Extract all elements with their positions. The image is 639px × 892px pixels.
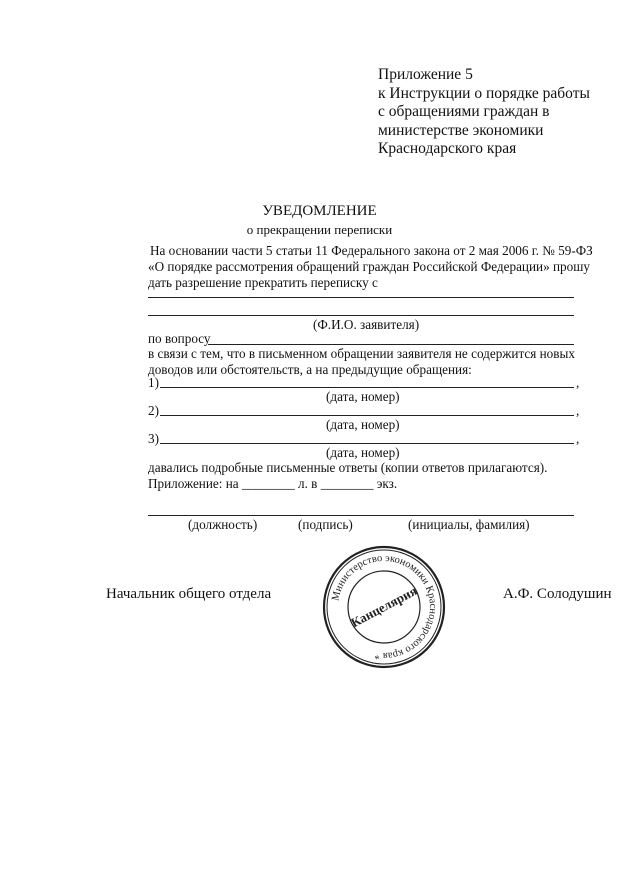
item-comma: , — [576, 403, 580, 418]
item-number: 1) — [148, 375, 159, 390]
appendix-line: к Инструкции о порядке работы — [378, 84, 590, 102]
reason-line: доводов или обстоятельств, а на предыдущие обращения: — [148, 362, 472, 377]
stamp-ring-text: Министерство экономики Краснодарского края * — [330, 552, 439, 662]
signoff-name: А.Ф. Солодушин — [503, 586, 612, 602]
applicant-name-field[interactable] — [148, 297, 574, 298]
appendix-line: министерстве экономики — [378, 121, 544, 139]
attachment-suffix: экз. — [376, 476, 398, 491]
intro-line: «О порядке рассмотрения обращений граждан Российской Федерации» прошу — [148, 259, 590, 274]
appendix-line: Приложение 5 — [378, 66, 473, 83]
answers-line: давались подробные письменные ответы (копии ответов прилагаются). — [148, 460, 548, 475]
appendix-line: с обращениями граждан в — [378, 103, 550, 120]
signature-field[interactable] — [148, 515, 574, 516]
name-caption: (инициалы, фамилия) — [408, 517, 530, 532]
signoff-position: Начальник общего отдела — [106, 586, 272, 602]
item-number: 3) — [148, 431, 159, 446]
question-field[interactable] — [208, 344, 574, 345]
item-comma: , — [576, 431, 580, 446]
question-label: по вопросу — [148, 331, 211, 346]
applicant-name-field[interactable] — [148, 315, 574, 316]
item-number: 2) — [148, 403, 159, 418]
item-comma: , — [576, 375, 580, 390]
item-caption: (дата, номер) — [326, 417, 400, 432]
attachment-mid: л. в — [298, 476, 318, 491]
item-caption: (дата, номер) — [326, 445, 400, 460]
attachment-line — [148, 476, 397, 492]
position-caption: (должность) — [188, 517, 258, 532]
reason-line: в связи с тем, что в письменном обращении заявителя не содержится новых — [148, 346, 575, 361]
appendix-header — [378, 66, 590, 159]
notice-title: УВЕДОМЛЕНИЕ — [262, 203, 377, 219]
fio-caption: (Ф.И.О. заявителя) — [313, 317, 420, 332]
attachment-pages-blank[interactable]: ________ — [241, 476, 295, 491]
intro-line: На основании части 5 статьи 11 Федерального закона от 2 мая 2006 г. № 59-ФЗ — [150, 243, 593, 258]
attachment-copies-blank[interactable]: ________ — [320, 476, 374, 491]
item-field[interactable] — [160, 443, 574, 444]
attachment-prefix: Приложение: на — [148, 476, 239, 491]
item-field[interactable] — [160, 415, 574, 416]
notice-subtitle: о прекращении переписки — [246, 222, 393, 237]
item-caption: (дата, номер) — [326, 389, 400, 404]
office-stamp — [322, 545, 446, 669]
item-field[interactable] — [160, 387, 574, 388]
stamp-center-text: Канцелярия — [348, 582, 420, 631]
appendix-line: Краснодарского края — [378, 140, 517, 157]
intro-line: дать разрешение прекратить переписку с — [148, 275, 378, 290]
signature-caption: (подпись) — [298, 517, 353, 532]
